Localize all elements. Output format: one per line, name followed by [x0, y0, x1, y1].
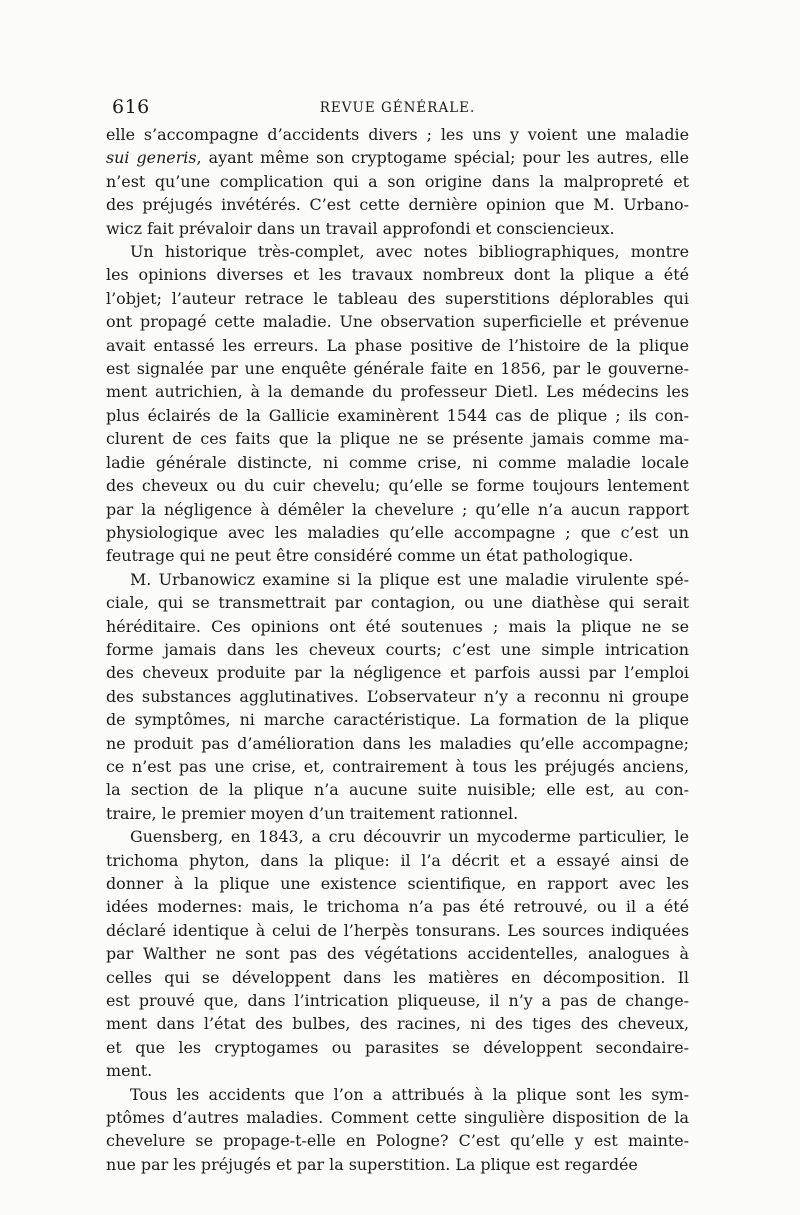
text-line: physiologique avec les maladies qu’elle accompagne ; que c’est un: [106, 522, 689, 542]
text-line: ladie générale distincte, ni comme crise, ni comme maladie locale: [106, 452, 689, 472]
page-header: [106, 96, 689, 120]
text-line: ment dans l’état des bulbes, des racines, ni des tiges des cheveux,: [106, 1014, 689, 1034]
text-line: trichoma phyton, dans la plique: il l’a décrit et a essayé ainsi de: [106, 850, 689, 870]
text-line: des cheveux produite par la négligence et parfois aussi par l’emploi: [106, 663, 689, 683]
text-line: des préjugés invétérés. C’est cette dernière opinion que M. Urbano-: [106, 195, 689, 215]
text-line: plus éclairés de la Gallicie examinèrent 1544 cas de plique ; ils con-: [106, 405, 689, 425]
text-line: Tous les accidents que l’on a attribués à la plique sont les sym-: [130, 1084, 689, 1104]
text-line: Un historique très-complet, avec notes bibliographiques, montre: [130, 242, 689, 262]
text-line: des substances agglutinatives. L’observateur n’y a reconnu ni groupe: [106, 686, 689, 706]
text-line: ce n’est pas une crise, et, contrairement à tous les préjugés anciens,: [106, 756, 689, 776]
text-line: ciale, qui se transmettrait par contagion, ou une diathèse qui serait: [106, 593, 689, 613]
paragraph: [106, 825, 689, 1082]
text-line: idées modernes: mais, le trichoma n’a pas été retrouvé, ou il a été: [106, 897, 689, 917]
text-line: déclaré identique à celui de l’herpès tonsurans. Les sources indiquées: [106, 920, 689, 940]
paragraph: [106, 1083, 689, 1177]
text-line: ont propagé cette maladie. Une observation superficielle et prévenue: [106, 312, 689, 332]
paragraph: [106, 568, 689, 825]
text-line: nue par les préjugés et par la superstition. La plique est regardée: [106, 1154, 638, 1174]
text-line: héréditaire. Ces opinions ont été soutenues ; mais la plique ne se: [106, 616, 689, 636]
article-body: [106, 123, 689, 1176]
text-line: par Walther ne sont pas des végétations accidentelles, analogues à: [106, 944, 689, 964]
text-line: M. Urbanowicz examine si la plique est une maladie virulente spé-: [130, 569, 689, 589]
text-line: la section de la plique n’a aucune suite nuisible; elle est, au con-: [106, 780, 689, 800]
text-line: traire, le premier moyen d’un traitement rationnel.: [106, 803, 519, 823]
text-line: est prouvé que, dans l’intrication pliqueuse, il n’y a pas de change-: [106, 991, 689, 1011]
text-line: feutrage qui ne peut être considéré comme un état pathologique.: [106, 546, 634, 566]
text-line: et que les cryptogames ou parasites se développent secondaire-: [106, 1037, 689, 1057]
text-line: wicz fait prévaloir dans un travail approfondi et consciencieux.: [106, 218, 615, 238]
text-line: par la négligence à démêler la chevelure ; qu’elle n’a aucun rapport: [106, 499, 689, 519]
text-line: est signalée par une enquête générale faite en 1856, par le gouverne-: [106, 359, 689, 379]
text-line: chevelure se propage-t-elle en Pologne? C’est qu’elle y est mainte-: [106, 1131, 689, 1151]
text-line: ment autrichien, à la demande du professeur Dietl. Les médecins les: [106, 382, 689, 402]
page: [106, 96, 689, 1176]
text-line: avait entassé les erreurs. La phase positive de l’histoire de la plique: [106, 335, 689, 355]
text-line: celles qui se développent dans les matières en décomposition. Il: [106, 967, 689, 987]
text-line: Guensberg, en 1843, a cru découvrir un mycoderme particulier, le: [130, 827, 689, 847]
text-line: clurent de ces faits que la plique ne se présente jamais comme ma-: [106, 429, 689, 449]
running-head: REVUE GÉNÉRALE.: [319, 100, 476, 116]
text-line: ptômes d’autres maladies. Comment cette singulière disposition de la: [106, 1108, 689, 1128]
page-number: 616: [112, 96, 150, 118]
paragraph: [106, 123, 689, 240]
text-line: ne produit pas d’amélioration dans les maladies qu’elle accompagne;: [106, 733, 689, 753]
text-line: l’objet; l’auteur retrace le tableau des superstitions déplorables qui: [106, 288, 689, 308]
text-line: de symptômes, ni marche caractéristique. La formation de la plique: [106, 710, 689, 730]
text-line: sui generis, ayant même son cryptogame spécial; pour les autres, elle: [106, 148, 690, 168]
text-line: des cheveux ou du cuir chevelu; qu’elle se forme toujours lentement: [106, 476, 689, 496]
text-line: donner à la plique une existence scientifique, en rapport avec les: [106, 874, 689, 893]
italic-term: sui generis: [106, 148, 197, 168]
text-line: ment.: [106, 1061, 153, 1081]
text-line: elle s’accompagne d’accidents divers ; les uns y voient une maladie: [106, 125, 689, 144]
text-line: les opinions diverses et les travaux nombreux dont la plique a été: [106, 265, 689, 285]
paragraph: [106, 240, 689, 568]
text-line: n’est qu’une complication qui a son origine dans la malpropreté et: [106, 171, 689, 191]
text-line: forme jamais dans les cheveux courts; c’est une simple intrication: [106, 639, 689, 659]
